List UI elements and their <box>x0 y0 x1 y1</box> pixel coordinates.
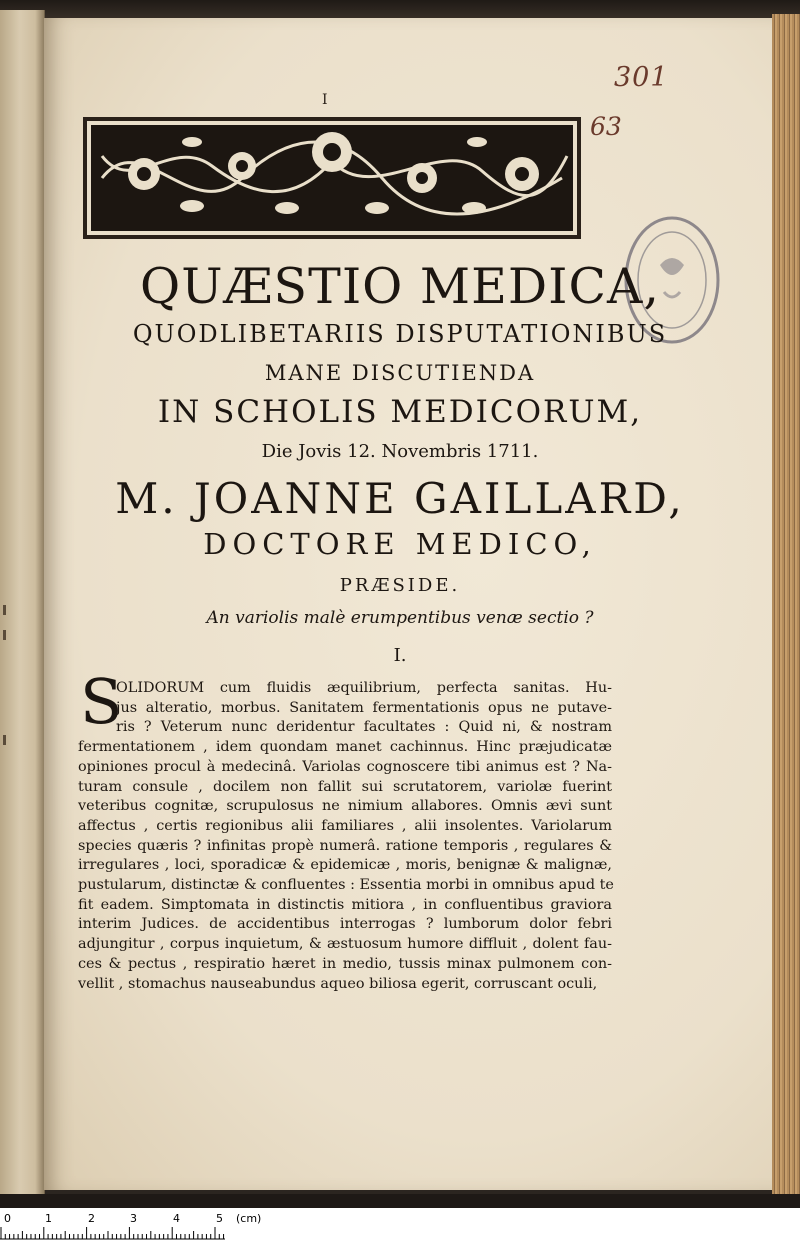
body-line: adjungitur , corpus inquietum, & æstuosum humore diffluit , dolent fau- <box>78 936 612 953</box>
ruler-ticks <box>0 1226 225 1240</box>
body-line: fit eadem. Simptomata in distinctis mitiora , in confluentibus graviora <box>78 896 612 913</box>
thesis-title: QUÆSTIO MEDICA, <box>140 258 660 315</box>
ruler-label: 4 <box>173 1212 180 1225</box>
body-line: ces & pectus , respiratio hæret in medio, tussis minax pulmonem con- <box>78 955 612 972</box>
ruler-unit: (cm) <box>236 1212 262 1225</box>
body-line: irregulares , loci, sporadicæ & epidemicæ , moris, benignæ & malignæ, <box>78 857 612 874</box>
body-line: pustularum, distinctæ & confluentes : Essentia morbi in omnibus apud te <box>78 877 614 894</box>
ruler-label: 3 <box>130 1212 137 1225</box>
body-line: fermentationem , idem quondam manet cachinnus. Hinc præjudicatæ <box>78 739 612 756</box>
president-name: M. JOANNE GAILLARD, <box>115 474 685 523</box>
ruler-label: 0 <box>4 1212 11 1225</box>
body-line: OLIDORUM cum fluidis æquilibrium, perfecta sanitas. Hu- <box>116 680 612 696</box>
president-degree: DOCTORE MEDICO, <box>203 527 597 561</box>
page-stack-edge <box>772 14 800 1194</box>
facing-page-edge <box>0 10 45 1195</box>
body-line: species quæris ? infinitas propè numerâ. ratione temporis , regulares & <box>78 837 612 854</box>
handwritten-folio-number: 63 <box>590 112 622 141</box>
scan-frame-bottom <box>0 1194 800 1208</box>
floral-headpiece-ornament <box>82 116 582 240</box>
title-line-discutienda: MANE DISCUTIENDA <box>264 361 536 385</box>
ruler-scale-labels <box>0 1212 300 1226</box>
ruler-label: 5 <box>216 1212 223 1225</box>
body-text <box>78 679 612 994</box>
title-line-scholis: IN SCHOLIS MEDICORUM, <box>157 394 643 430</box>
section-number: I. <box>393 645 407 666</box>
thesis-question: An variolis malè erumpentibus venæ sectio ? <box>206 608 594 628</box>
body-line: vellit , stomachus nauseabundus aqueo biliosa egerit, corruscant oculi, <box>78 975 598 992</box>
body-line: veteribus cognitæ, scrupulosus ne nimium allabores. Omnis ævi sunt <box>78 798 612 815</box>
ruler-label: 2 <box>88 1212 95 1225</box>
edge-mark <box>3 735 6 745</box>
body-line: turam consule , docilem non fallit sui scrutatorem, variolæ fuerint <box>78 778 612 795</box>
signature-mark: I <box>322 92 328 108</box>
disputation-date: Die Jovis 12. Novembris 1711. <box>261 441 539 462</box>
ruler-label: 1 <box>45 1212 52 1225</box>
president-role: PRÆSIDE. <box>339 575 461 596</box>
body-line: opiniones procul à medecinâ. Variolas cognoscere tibi animus est ? Na- <box>78 758 612 775</box>
body-line: interim Judices. de accidentibus interrogas ? lumborum dolor febri <box>78 916 612 933</box>
edge-mark <box>3 605 6 615</box>
drop-cap: S <box>80 665 123 738</box>
title-line-disputationibus: QUODLIBETARIIS DISPUTATIONIBUS <box>132 320 668 348</box>
body-line: ris ? Veterum nunc deridentur facultates : Quid ni, & nostram <box>116 719 612 736</box>
handwritten-page-number: 301 <box>614 62 669 93</box>
body-line: jus alteratio, morbus. Sanitatem fermentationis opus ne putave- <box>116 699 612 716</box>
edge-mark <box>3 630 6 640</box>
body-line: affectus , certis regionibus alii familiares , alii insolentes. Variolarum <box>78 817 612 834</box>
